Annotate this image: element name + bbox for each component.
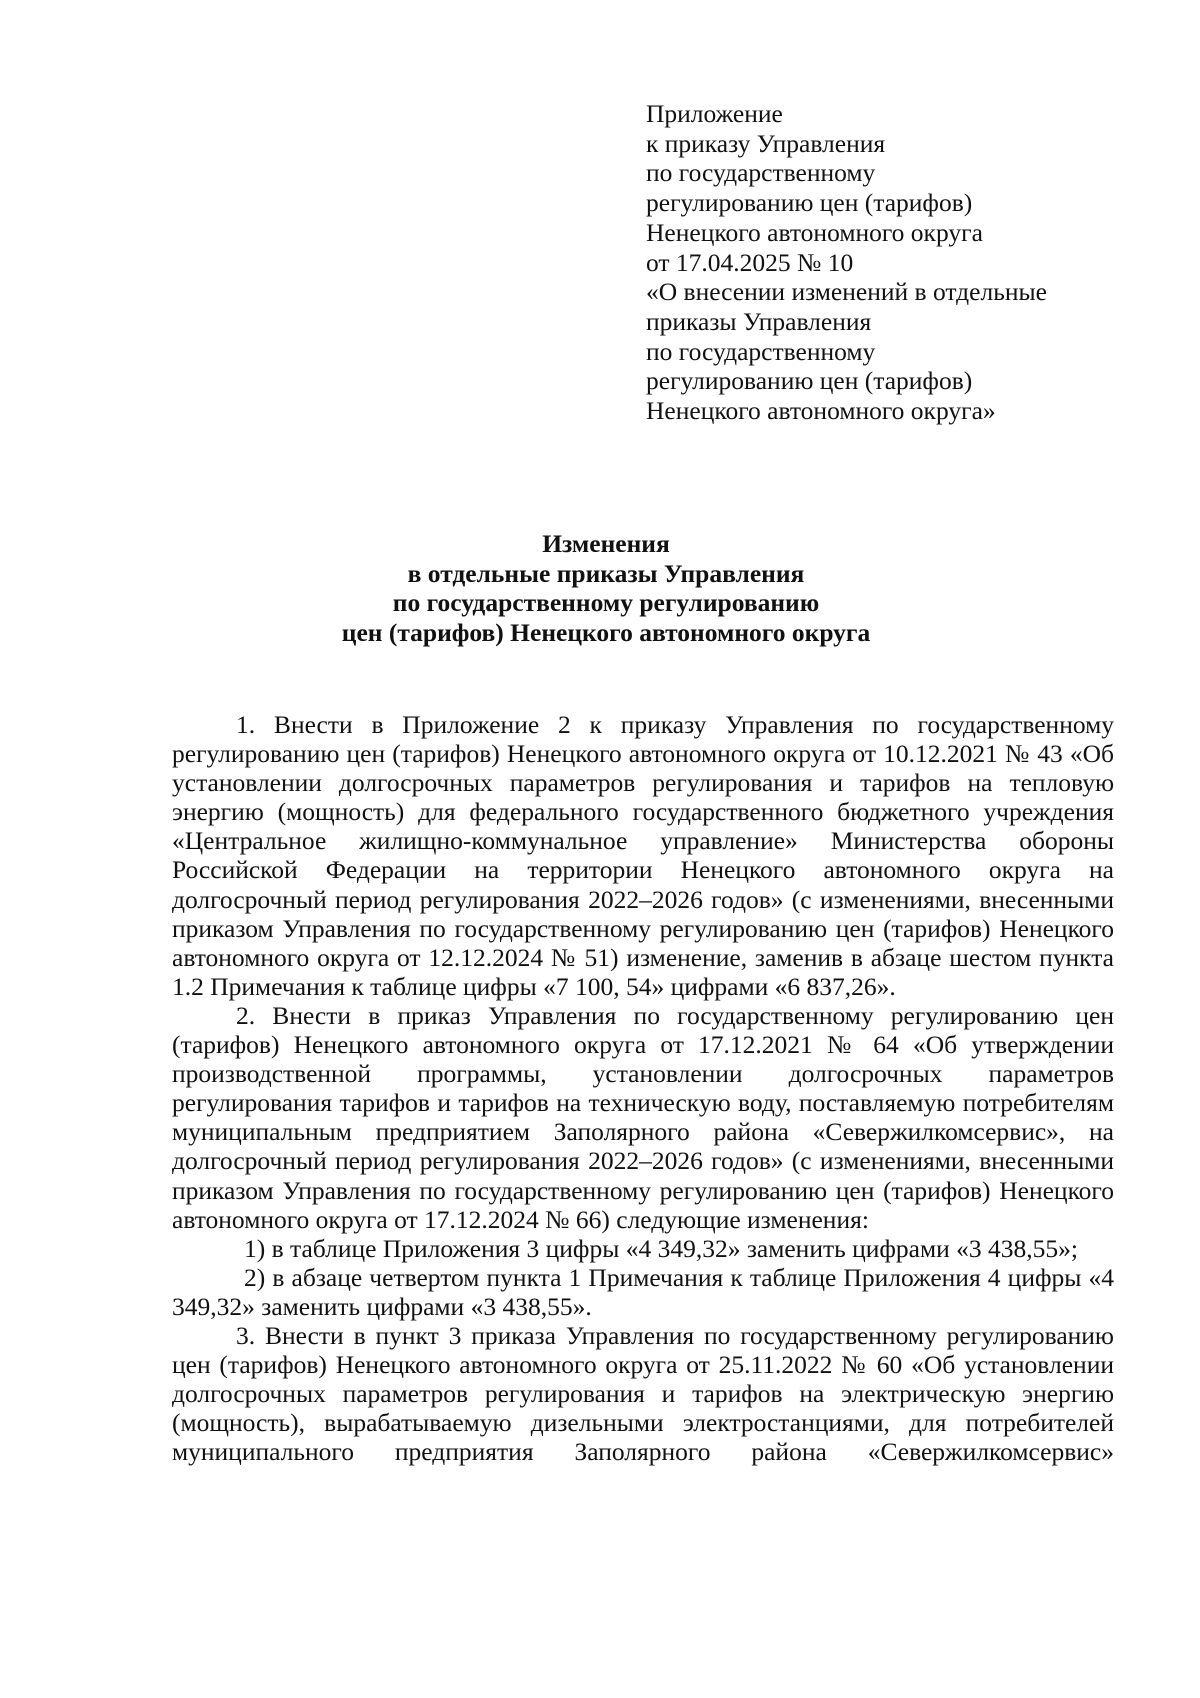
title-line: в отдельные приказы Управления	[407, 558, 805, 588]
appendix-line: приказы Управления	[646, 306, 872, 336]
appendix-line: по государственному	[646, 158, 876, 188]
appendix-line: Ненецкого автономного округа»	[646, 396, 996, 426]
title-line: Изменения	[542, 529, 670, 558]
appendix-line: Приложение	[646, 99, 783, 128]
appendix-line: регулированию цен (тарифов)	[646, 366, 973, 396]
appendix-line: от 17.04.2025 № 10	[646, 247, 854, 277]
paragraph-item-1: 1. Внести в Приложение 2 к приказу Управления по государственному регулированию цен (тарифов) Ненецкого автономного округа от 10.12.2021 № 43 «Об установлении долгосрочных параметров регулирования и тарифов на тепловую энергию (мощность) для федерального государственного бюджетного учреждения «Центральное жилищно-коммунальное управление» Министерства обороны Российской Федерации на территории Ненецкого автономного округа на долгосрочный период регулирования 2022–2026 годов» (с изменениями, внесенными приказом Управления по государственному регулированию цен (тарифов) Ненецкого автономного округа от 12.12.2024 № 51) изменение, заменив в абзаце шестом пункта 1.2 Примечания к таблице цифры «7 100, 54» цифрами «6 837,26».	[172, 710, 1114, 1001]
title-line: по государственному регулированию	[392, 588, 820, 617]
paragraph-item-3: 3. Внести в пункт 3 приказа Управления по государственному регулированию цен (тарифов) Ненецкого автономного округа от 25.11.2022 № 60 «Об установлении долгосрочных параметров регулирования и тарифов на электрическую энергию (мощность), вырабатываемую дизельными электростанциями, для потребителей муниципального предприятия Заполярного района «Севержилкомсервис»	[172, 1320, 1114, 1467]
subparagraph-2: 2) в абзаце четвертом пункта 1 Примечания к таблице Приложения 4 цифры «4 349,32» заменить цифрами «3 438,55».	[172, 1262, 1114, 1321]
appendix-header	[646, 99, 1146, 426]
document-title	[170, 529, 1042, 647]
title-line: цен (тарифов) Ненецкого автономного округа	[341, 617, 871, 647]
subparagraph-1: 1) в таблице Приложения 3 цифры «4 349,32» заменить цифрами «3 438,55»;	[244, 1233, 1078, 1263]
appendix-line: «О внесении изменений в отдельные	[646, 277, 1047, 307]
appendix-line: Ненецкого автономного округа	[646, 217, 983, 247]
appendix-line: по государственному	[646, 336, 876, 366]
document-body	[172, 710, 1114, 1466]
paragraph-item-2: 2. Внести в приказ Управления по государственному регулированию цен (тарифов) Ненецкого автономного округа от 17.12.2021 № 64 «Об утверждении производственной программы, установлении долгосрочных параметров регулирования тарифов и тарифов на техническую воду, поставляемую потребителям муниципальным предприятием Заполярного района «Севержилкомсервис», на долгосрочный период регулирования 2022–2026 годов» (с изменениями, внесенными приказом Управления по государственному регулированию цен (тарифов) Ненецкого автономного округа от 17.12.2024 № 66) следующие изменения:	[172, 1000, 1114, 1234]
appendix-line: регулированию цен (тарифов)	[646, 188, 973, 218]
appendix-line: к приказу Управления	[646, 128, 886, 158]
